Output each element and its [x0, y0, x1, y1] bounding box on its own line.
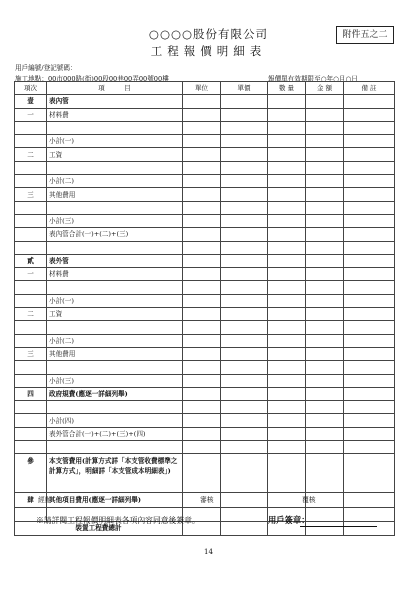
- table-cell: [221, 347, 268, 360]
- table-cell: [268, 321, 306, 334]
- table-row: [15, 135, 395, 148]
- item-number: 一: [15, 268, 47, 281]
- item-number: [15, 241, 47, 254]
- item-description: [47, 121, 183, 134]
- table-cell: [306, 401, 344, 414]
- table-row: [15, 175, 395, 188]
- table-cell: [221, 135, 268, 148]
- table-cell: [183, 374, 221, 387]
- table-cell: [268, 175, 306, 188]
- table-cell: [344, 414, 395, 427]
- item-description: 小計(三): [47, 214, 183, 227]
- table-row: [15, 374, 395, 387]
- table-cell: [344, 441, 395, 454]
- table-row: [15, 347, 395, 360]
- table-cell: [306, 387, 344, 400]
- page-number: 14: [204, 548, 213, 556]
- item-number: [15, 361, 47, 374]
- table-cell: [344, 201, 395, 214]
- table-cell: [344, 374, 395, 387]
- item-number: [15, 374, 47, 387]
- table-cell: [344, 121, 395, 134]
- table-cell: [268, 308, 306, 321]
- table-cell: [344, 334, 395, 347]
- table-row: [15, 427, 395, 440]
- table-cell: [183, 161, 221, 174]
- item-description: 工資: [47, 308, 183, 321]
- table-cell: [344, 427, 395, 440]
- table-cell: [221, 308, 268, 321]
- table-cell: [268, 254, 306, 267]
- table-cell: [221, 441, 268, 454]
- table-cell: [183, 228, 221, 241]
- table-cell: [221, 268, 268, 281]
- table-cell: [268, 121, 306, 134]
- signature-line[interactable]: [300, 526, 377, 527]
- table-cell: [183, 441, 221, 454]
- table-cell: [306, 214, 344, 227]
- table-row: [15, 414, 395, 427]
- table-cell: [183, 108, 221, 121]
- item-description: [47, 161, 183, 174]
- item-description: [47, 361, 183, 374]
- table-cell: [221, 361, 268, 374]
- table-cell: [221, 387, 268, 400]
- table-header-row: [15, 82, 395, 95]
- table-cell: [183, 214, 221, 227]
- table-cell: [268, 241, 306, 254]
- table-cell: [221, 201, 268, 214]
- item-number: [15, 321, 47, 334]
- table-row: [15, 334, 395, 347]
- table-row: [15, 188, 395, 201]
- item-description: 小計(二): [47, 175, 183, 188]
- table-cell: [268, 347, 306, 360]
- table-cell: [306, 361, 344, 374]
- table-cell: [183, 401, 221, 414]
- table-cell: [306, 441, 344, 454]
- user-number-label: 用戶編號/登記號碼：: [15, 64, 77, 72]
- table-cell: [268, 108, 306, 121]
- site-address: 施工地點：00市000路(街)00段00巷00弄00號00樓: [15, 75, 169, 83]
- table-cell: [221, 414, 268, 427]
- table-cell: [183, 347, 221, 360]
- table-cell: [183, 254, 221, 267]
- table-row: [15, 254, 395, 267]
- item-number: 一: [15, 108, 47, 121]
- header-cell: 項次: [15, 82, 47, 95]
- table-cell: [306, 427, 344, 440]
- table-cell: [221, 294, 268, 307]
- item-number: [15, 441, 47, 454]
- table-cell: [344, 228, 395, 241]
- table-row: [15, 241, 395, 254]
- table-cell: [183, 188, 221, 201]
- item-description: 小計(一): [47, 135, 183, 148]
- table-cell: [344, 188, 395, 201]
- table-cell: [183, 414, 221, 427]
- table-row: [15, 121, 395, 134]
- item-description: 工資: [47, 148, 183, 161]
- signature-prepare: 經辦: [38, 496, 52, 504]
- table-row: [15, 201, 395, 214]
- table-cell: [221, 454, 268, 493]
- table-cell: [306, 135, 344, 148]
- table-cell: [306, 521, 344, 535]
- header-cell: 備 註: [344, 82, 395, 95]
- user-signature-label: 用戶簽章：: [268, 515, 310, 525]
- table-cell: [221, 108, 268, 121]
- item-number: [15, 401, 47, 414]
- table-row: [15, 361, 395, 374]
- table-cell: [221, 254, 268, 267]
- item-description: [47, 401, 183, 414]
- table-cell: [221, 321, 268, 334]
- table-row: [15, 454, 395, 493]
- table-cell: [268, 214, 306, 227]
- item-number: [15, 427, 47, 440]
- table-cell: [306, 201, 344, 214]
- item-description: [47, 241, 183, 254]
- item-description: 表內管: [47, 95, 183, 108]
- table-cell: [344, 175, 395, 188]
- table-cell: [268, 268, 306, 281]
- item-number: [15, 228, 47, 241]
- table-cell: [183, 334, 221, 347]
- item-description: 材料費: [47, 108, 183, 121]
- table-cell: [221, 214, 268, 227]
- item-description: [47, 281, 183, 294]
- table-cell: [306, 454, 344, 493]
- table-row: [15, 228, 395, 241]
- total-label: 裝置工程費總計: [15, 521, 183, 535]
- item-description: 其他費用: [47, 188, 183, 201]
- table-cell: [183, 321, 221, 334]
- item-description: 小計(一): [47, 294, 183, 307]
- item-number: [15, 294, 47, 307]
- item-description: 表外管合計(一)+(二)+(三)+(四): [47, 427, 183, 440]
- table-cell: [306, 188, 344, 201]
- table-cell: [183, 361, 221, 374]
- form-title: 工程報價明細表: [150, 44, 267, 58]
- item-description: 材料費: [47, 268, 183, 281]
- table-cell: [183, 308, 221, 321]
- table-cell: [344, 321, 395, 334]
- table-cell: [221, 121, 268, 134]
- table-cell: [344, 521, 395, 535]
- table-cell: [344, 148, 395, 161]
- table-cell: [221, 334, 268, 347]
- annex-label: 附件五之二: [336, 26, 394, 44]
- table-cell: [221, 188, 268, 201]
- table-cell: [183, 387, 221, 400]
- table-cell: [268, 387, 306, 400]
- table-cell: [344, 361, 395, 374]
- table-cell: [221, 508, 268, 521]
- item-number: 二: [15, 148, 47, 161]
- table-cell: [344, 108, 395, 121]
- table-cell: [306, 228, 344, 241]
- table-cell: [268, 228, 306, 241]
- item-description: 小計(四): [47, 414, 183, 427]
- table-cell: [306, 241, 344, 254]
- table-cell: [306, 108, 344, 121]
- table-cell: [221, 241, 268, 254]
- table-cell: [268, 95, 306, 108]
- quote-table: [14, 81, 395, 536]
- item-number: [15, 281, 47, 294]
- table-cell: [306, 294, 344, 307]
- item-description: 政府規費(應逐一詳細列舉): [47, 387, 183, 400]
- table-cell: [306, 161, 344, 174]
- item-number: 三: [15, 188, 47, 201]
- table-cell: [306, 121, 344, 134]
- table-cell: [306, 347, 344, 360]
- table-cell: [306, 321, 344, 334]
- item-description: 表外管: [47, 254, 183, 267]
- table-row: [15, 148, 395, 161]
- table-cell: [344, 268, 395, 281]
- item-number: [15, 161, 47, 174]
- table-cell: [183, 121, 221, 134]
- table-cell: [344, 161, 395, 174]
- table-cell: [268, 201, 306, 214]
- table-cell: [344, 294, 395, 307]
- table-cell: [268, 161, 306, 174]
- table-cell: [268, 427, 306, 440]
- table-cell: [306, 374, 344, 387]
- table-cell: [268, 135, 306, 148]
- table-cell: [344, 95, 395, 108]
- table-cell: [183, 201, 221, 214]
- item-description: 其他項目費用(應逐一詳細列舉): [47, 493, 183, 508]
- table-cell: [183, 95, 221, 108]
- table-cell: [268, 414, 306, 427]
- table-cell: [221, 521, 268, 535]
- table-cell: [221, 493, 268, 508]
- table-cell: [221, 401, 268, 414]
- table-cell: [306, 508, 344, 521]
- header-cell: 項 目: [47, 82, 183, 95]
- item-description: [47, 321, 183, 334]
- table-cell: [221, 228, 268, 241]
- table-cell: [344, 493, 395, 508]
- table-cell: [221, 281, 268, 294]
- item-number: 壹: [15, 95, 47, 108]
- table-cell: [221, 148, 268, 161]
- table-cell: [344, 454, 395, 493]
- table-cell: [344, 254, 395, 267]
- table-cell: [268, 493, 306, 508]
- table-cell: [268, 294, 306, 307]
- table-cell: [268, 361, 306, 374]
- table-cell: [221, 374, 268, 387]
- table-cell: [268, 441, 306, 454]
- item-description: 其他費用: [47, 347, 183, 360]
- item-number: 貳: [15, 254, 47, 267]
- item-description: 小計(二): [47, 334, 183, 347]
- table-row: [15, 441, 395, 454]
- item-description: 本支管費用(計算方式詳「本支管收費標準之計算方式」，明細詳「本支管成本明細表」): [47, 454, 183, 493]
- item-number: [15, 334, 47, 347]
- table-cell: [306, 281, 344, 294]
- table-row: [15, 387, 395, 400]
- company-name: ○○○○股份有限公司: [148, 27, 269, 41]
- table-cell: [344, 401, 395, 414]
- item-number: [15, 214, 47, 227]
- table-row: [15, 95, 395, 108]
- header-cell: 單位: [183, 82, 221, 95]
- item-description: [47, 441, 183, 454]
- item-number: 參: [15, 454, 47, 493]
- validity-date: 報價單有效期限至○年○月○日: [268, 75, 358, 83]
- table-cell: [221, 427, 268, 440]
- table-cell: [268, 401, 306, 414]
- table-cell: [306, 254, 344, 267]
- notice-text: ※請詳閱工程報價明細表各項內容同意後簽章。: [36, 516, 200, 525]
- table-cell: [183, 175, 221, 188]
- item-number: 四: [15, 387, 47, 400]
- table-row: [15, 161, 395, 174]
- signature-review: 審核: [200, 496, 214, 504]
- table-cell: [306, 148, 344, 161]
- table-row: [15, 108, 395, 121]
- table-cell: [183, 135, 221, 148]
- item-number: 二: [15, 308, 47, 321]
- table-cell: [221, 161, 268, 174]
- item-number: [15, 414, 47, 427]
- item-number: [15, 121, 47, 134]
- table-cell: [183, 268, 221, 281]
- table-cell: [268, 281, 306, 294]
- table-cell: [306, 414, 344, 427]
- table-cell: [183, 148, 221, 161]
- table-cell: [183, 454, 221, 493]
- item-description: 表內管合計(一)+(二)+(三): [47, 228, 183, 241]
- table-cell: [306, 175, 344, 188]
- item-description: [47, 201, 183, 214]
- table-cell: [183, 427, 221, 440]
- table-cell: [344, 347, 395, 360]
- table-cell: [344, 387, 395, 400]
- header-cell: 數 量: [268, 82, 306, 95]
- item-number: 肆: [15, 493, 47, 508]
- table-cell: [268, 148, 306, 161]
- table-row: [15, 401, 395, 414]
- table-cell: [344, 214, 395, 227]
- table-cell: [344, 135, 395, 148]
- table-row: [15, 214, 395, 227]
- table-cell: [268, 454, 306, 493]
- item-description: 小計(三): [47, 374, 183, 387]
- item-number: [15, 135, 47, 148]
- table-cell: [306, 268, 344, 281]
- header-cell: 單價: [221, 82, 268, 95]
- table-cell: [268, 334, 306, 347]
- table-cell: [344, 308, 395, 321]
- table-row: [15, 294, 395, 307]
- table-cell: [221, 95, 268, 108]
- table-cell: [221, 175, 268, 188]
- table-cell: [268, 188, 306, 201]
- table-cell: [183, 294, 221, 307]
- item-number: [15, 175, 47, 188]
- table-row: [15, 281, 395, 294]
- table-row: [15, 308, 395, 321]
- item-number: [15, 201, 47, 214]
- table-cell: [344, 281, 395, 294]
- table-cell: [183, 241, 221, 254]
- table-cell: [306, 95, 344, 108]
- item-number: 三: [15, 347, 47, 360]
- table-cell: [344, 241, 395, 254]
- signature-recheck: 覆核: [302, 496, 316, 504]
- table-row: [15, 268, 395, 281]
- table-row: [15, 321, 395, 334]
- table-cell: [344, 508, 395, 521]
- table-cell: [183, 281, 221, 294]
- table-cell: [268, 374, 306, 387]
- header-cell: 金 額: [306, 82, 344, 95]
- table-cell: [306, 334, 344, 347]
- table-cell: [306, 308, 344, 321]
